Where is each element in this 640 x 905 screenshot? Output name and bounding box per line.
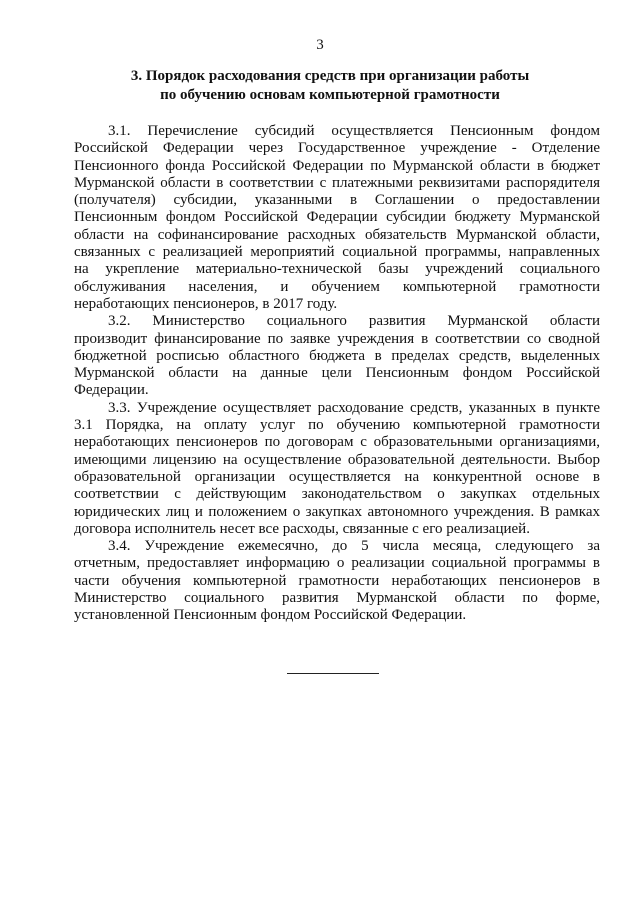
paragraph-3-3 bbox=[74, 400, 600, 538]
closing-rule bbox=[287, 673, 379, 674]
text-line: соответствии с действующим законодательством о закупках отдельных bbox=[74, 486, 600, 503]
text-line: установленной Пенсионным фондом Российской Федерации. bbox=[74, 607, 467, 624]
text-line: 3.1 Порядка, на оплату услуг по обучению компьютерной грамотности bbox=[74, 417, 600, 434]
text-line: части обучения компьютерной грамотности неработающих пенсионеров в bbox=[74, 572, 600, 589]
text-line: (получателя) субсидии, указанными в Соглашении о предоставлении bbox=[74, 192, 600, 209]
paragraph-3-1 bbox=[74, 123, 600, 313]
text-line: отчетным, предоставляет информацию о реализации социальной программы в bbox=[74, 555, 600, 572]
text-line: Министерство социального развития Мурманской области по форме, bbox=[74, 590, 600, 607]
text-line: обслуживания населения, и обучением компьютерной грамотности bbox=[74, 278, 600, 295]
text-line: образовательной организации осуществляется на конкурентной основе в bbox=[74, 468, 600, 485]
text-line: Мурманской области в соответствии с платежными реквизитами распорядителя bbox=[74, 174, 600, 191]
text-line: неработающих пенсионеров по договорам с образовательными организациями, bbox=[74, 434, 600, 451]
section-heading-line: 3. Порядок расходования средств при организации работы bbox=[130, 68, 530, 84]
text-line: имеющими лицензию на осуществление образовательной деятельности. Выбор bbox=[74, 451, 600, 468]
text-line: области на софинансирование расходных обязательств Мурманской области, bbox=[74, 226, 600, 243]
text-line: Российской Федерации через Государственное учреждение - Отделение bbox=[74, 140, 600, 157]
text-line: Мурманской области на данные цели Пенсионным фондом Российской bbox=[74, 365, 600, 382]
text-line: связанных с реализацией мероприятий социальной программы, направленных bbox=[74, 244, 600, 261]
text-line: бюджетной росписью областного бюджета в пределах средств, выделенных bbox=[74, 347, 600, 364]
text-line: производит финансирование по заявке учреждения в соответствии со сводной bbox=[74, 330, 600, 347]
text-line: 3.4. Учреждение ежемесячно, до 5 числа месяца, следующего за bbox=[108, 538, 600, 555]
text-line: юридических лиц и положением о закупках автономного учреждения. В рамках bbox=[74, 503, 600, 520]
text-line: договора исполнитель несет все расходы, связанные с его реализацией. bbox=[74, 520, 530, 537]
text-line: 3.2. Министерство социального развития Мурманской области bbox=[108, 313, 600, 330]
section-heading bbox=[60, 67, 600, 105]
section-body bbox=[74, 123, 600, 625]
text-line: 3.3. Учреждение осуществляет расходование средств, указанных в пункте bbox=[108, 399, 600, 416]
text-line: Пенсионным фондом Российской Федерации субсидии бюджету Мурманской bbox=[74, 209, 600, 226]
text-line: 3.1. Перечисление субсидий осуществляется Пенсионным фондом bbox=[108, 123, 600, 139]
paragraph-3-2 bbox=[74, 313, 600, 399]
text-line: Пенсионного фонда Российской Федерации по Мурманской области в бюджет bbox=[74, 157, 600, 174]
text-line: неработающих пенсионеров, в 2017 году. bbox=[74, 295, 338, 312]
page-number: 3 bbox=[316, 37, 324, 53]
paragraph-3-4 bbox=[74, 538, 600, 624]
text-line: на укрепление материально-технической базы учреждений социального bbox=[74, 261, 600, 278]
section-heading-line: по обучению основам компьютерной грамотности bbox=[160, 87, 500, 103]
text-line: Федерации. bbox=[74, 382, 149, 399]
